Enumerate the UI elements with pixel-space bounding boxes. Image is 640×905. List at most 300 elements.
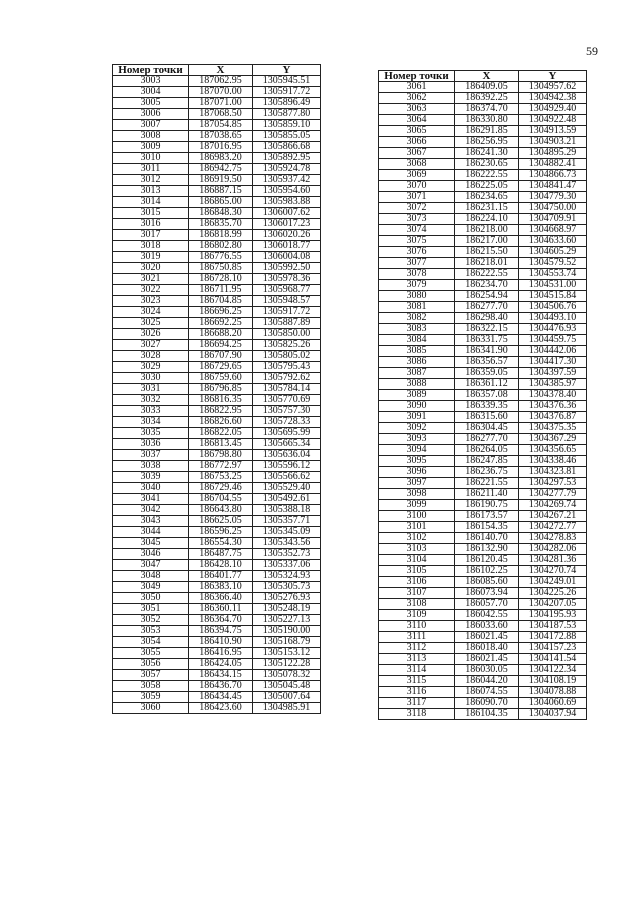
y-coordinate-cell: 1304779.30 (519, 192, 587, 203)
table-row (113, 351, 321, 362)
point-number-cell: 3090 (379, 401, 455, 412)
table-row (379, 346, 587, 357)
point-number-cell: 3102 (379, 533, 455, 544)
y-coordinate-cell: 1304277.79 (519, 489, 587, 500)
point-number-cell: 3083 (379, 324, 455, 335)
y-coordinate-cell: 1305887.89 (253, 318, 321, 329)
x-coordinate-cell: 186085.60 (455, 577, 519, 588)
table-row (379, 236, 587, 247)
point-number-cell: 3021 (113, 274, 189, 285)
point-number-cell: 3095 (379, 456, 455, 467)
table-row (113, 571, 321, 582)
point-number-cell: 3038 (113, 461, 189, 472)
x-coordinate-cell: 186394.75 (189, 626, 253, 637)
x-coordinate-cell: 187054.85 (189, 120, 253, 131)
table-row (113, 703, 321, 714)
point-number-cell: 3041 (113, 494, 189, 505)
point-number-cell: 3071 (379, 192, 455, 203)
table-body-right (379, 82, 587, 720)
point-number-cell: 3070 (379, 181, 455, 192)
y-coordinate-cell: 1304957.62 (519, 82, 587, 93)
point-number-cell: 3100 (379, 511, 455, 522)
table-row (379, 368, 587, 379)
x-coordinate-cell: 186330.80 (455, 115, 519, 126)
table-row (113, 153, 321, 164)
y-coordinate-cell: 1304929.40 (519, 104, 587, 115)
table-row (379, 676, 587, 687)
point-number-cell: 3091 (379, 412, 455, 423)
x-coordinate-cell: 186711.95 (189, 285, 253, 296)
table-row (113, 593, 321, 604)
y-coordinate-cell: 1304195.93 (519, 610, 587, 621)
y-coordinate-cell: 1305695.99 (253, 428, 321, 439)
y-coordinate-cell: 1305859.10 (253, 120, 321, 131)
x-coordinate-cell: 186256.95 (455, 137, 519, 148)
x-coordinate-cell: 186331.75 (455, 335, 519, 346)
table-row (113, 362, 321, 373)
point-number-cell: 3097 (379, 478, 455, 489)
table-row (379, 423, 587, 434)
y-coordinate-cell: 1304579.52 (519, 258, 587, 269)
y-coordinate-cell: 1304709.91 (519, 214, 587, 225)
x-coordinate-cell: 186865.00 (189, 197, 253, 208)
y-coordinate-cell: 1304442.06 (519, 346, 587, 357)
y-coordinate-cell: 1304866.73 (519, 170, 587, 181)
point-number-cell: 3067 (379, 148, 455, 159)
table-row (379, 566, 587, 577)
point-number-cell: 3008 (113, 131, 189, 142)
table-row (113, 516, 321, 527)
x-coordinate-cell: 186277.70 (455, 302, 519, 313)
x-coordinate-cell: 186190.75 (455, 500, 519, 511)
table-row (379, 522, 587, 533)
x-coordinate-cell: 186436.70 (189, 681, 253, 692)
point-number-cell: 3089 (379, 390, 455, 401)
y-coordinate-cell: 1305190.00 (253, 626, 321, 637)
y-coordinate-cell: 1305945.51 (253, 76, 321, 87)
point-number-cell: 3116 (379, 687, 455, 698)
table-row (113, 450, 321, 461)
y-coordinate-cell: 1305357.71 (253, 516, 321, 527)
y-coordinate-cell: 1304323.81 (519, 467, 587, 478)
x-coordinate-cell: 186696.25 (189, 307, 253, 318)
x-coordinate-cell: 186224.10 (455, 214, 519, 225)
x-coordinate-cell: 186798.80 (189, 450, 253, 461)
x-coordinate-cell: 186030.05 (455, 665, 519, 676)
table-row (379, 214, 587, 225)
table-row (113, 142, 321, 153)
y-coordinate-cell: 1305665.34 (253, 439, 321, 450)
x-coordinate-cell: 186409.05 (455, 82, 519, 93)
x-coordinate-cell: 186692.25 (189, 318, 253, 329)
x-coordinate-cell: 186341.90 (455, 346, 519, 357)
x-coordinate-cell: 186359.05 (455, 368, 519, 379)
table-row (379, 709, 587, 720)
point-number-cell: 3053 (113, 626, 189, 637)
point-number-cell: 3039 (113, 472, 189, 483)
x-coordinate-cell: 186222.55 (455, 170, 519, 181)
table-row (113, 692, 321, 703)
table-row (379, 137, 587, 148)
point-number-cell: 3006 (113, 109, 189, 120)
table-row (379, 643, 587, 654)
point-number-cell: 3051 (113, 604, 189, 615)
x-coordinate-cell: 186729.65 (189, 362, 253, 373)
y-coordinate-cell: 1304108.19 (519, 676, 587, 687)
table-row (113, 472, 321, 483)
point-number-cell: 3096 (379, 467, 455, 478)
y-coordinate-cell: 1304397.59 (519, 368, 587, 379)
y-coordinate-cell: 1305917.72 (253, 307, 321, 318)
y-coordinate-cell: 1305896.49 (253, 98, 321, 109)
x-coordinate-cell: 186704.85 (189, 296, 253, 307)
y-coordinate-cell: 1304270.74 (519, 566, 587, 577)
table-row (113, 417, 321, 428)
y-coordinate-cell: 1304515.84 (519, 291, 587, 302)
y-coordinate-cell: 1304281.36 (519, 555, 587, 566)
y-coordinate-cell: 1304841.47 (519, 181, 587, 192)
point-number-cell: 3068 (379, 159, 455, 170)
x-coordinate-cell: 186033.60 (455, 621, 519, 632)
point-number-cell: 3012 (113, 175, 189, 186)
table-row (379, 665, 587, 676)
table-row (113, 659, 321, 670)
x-coordinate-cell: 186887.15 (189, 186, 253, 197)
y-coordinate-cell: 1304037.94 (519, 709, 587, 720)
table-row (113, 219, 321, 230)
point-number-cell: 3104 (379, 555, 455, 566)
y-coordinate-cell: 1304225.26 (519, 588, 587, 599)
table-row (379, 610, 587, 621)
table-row (379, 247, 587, 258)
y-coordinate-cell: 1304282.06 (519, 544, 587, 555)
y-coordinate-cell: 1304417.30 (519, 357, 587, 368)
point-number-cell: 3099 (379, 500, 455, 511)
table-row (113, 626, 321, 637)
table-row (113, 483, 321, 494)
table-row (113, 681, 321, 692)
table-row (379, 280, 587, 291)
y-coordinate-cell: 1304605.29 (519, 247, 587, 258)
x-coordinate-cell: 186231.15 (455, 203, 519, 214)
table-row (113, 384, 321, 395)
table-row (113, 274, 321, 285)
point-number-cell: 3044 (113, 527, 189, 538)
table-row (113, 615, 321, 626)
x-coordinate-cell: 186643.80 (189, 505, 253, 516)
point-number-cell: 3013 (113, 186, 189, 197)
y-coordinate-cell: 1305877.80 (253, 109, 321, 120)
table-row (113, 670, 321, 681)
x-coordinate-cell: 186942.75 (189, 164, 253, 175)
y-coordinate-cell: 1304157.23 (519, 643, 587, 654)
x-coordinate-cell: 186728.10 (189, 274, 253, 285)
point-number-cell: 3042 (113, 505, 189, 516)
table-row (379, 500, 587, 511)
x-coordinate-cell: 186772.97 (189, 461, 253, 472)
y-coordinate-cell: 1306004.08 (253, 252, 321, 263)
y-coordinate-cell: 1305937.42 (253, 175, 321, 186)
point-number-cell: 3033 (113, 406, 189, 417)
point-number-cell: 3113 (379, 654, 455, 665)
y-coordinate-cell: 1304882.41 (519, 159, 587, 170)
y-coordinate-cell: 1305324.93 (253, 571, 321, 582)
point-number-cell: 3118 (379, 709, 455, 720)
y-coordinate-cell: 1304187.53 (519, 621, 587, 632)
y-coordinate-cell: 1304493.10 (519, 313, 587, 324)
y-coordinate-cell: 1304903.21 (519, 137, 587, 148)
table-row (113, 648, 321, 659)
y-coordinate-cell: 1305917.72 (253, 87, 321, 98)
table-row (379, 302, 587, 313)
table-row (379, 225, 587, 236)
point-number-cell: 3069 (379, 170, 455, 181)
x-coordinate-cell: 186304.45 (455, 423, 519, 434)
point-number-cell: 3043 (113, 516, 189, 527)
x-coordinate-cell: 186826.60 (189, 417, 253, 428)
y-coordinate-cell: 1304141.54 (519, 654, 587, 665)
table-row (379, 599, 587, 610)
x-coordinate-cell: 186073.94 (455, 588, 519, 599)
x-coordinate-cell: 186423.60 (189, 703, 253, 714)
x-coordinate-cell: 186374.70 (455, 104, 519, 115)
y-coordinate-cell: 1305636.04 (253, 450, 321, 461)
y-coordinate-cell: 1304272.77 (519, 522, 587, 533)
table-header-row (113, 65, 321, 76)
x-coordinate-cell: 186383.10 (189, 582, 253, 593)
point-number-cell: 3025 (113, 318, 189, 329)
y-coordinate-cell: 1304356.65 (519, 445, 587, 456)
point-number-cell: 3114 (379, 665, 455, 676)
table-row (379, 192, 587, 203)
x-coordinate-cell: 186234.70 (455, 280, 519, 291)
y-coordinate-cell: 1305924.78 (253, 164, 321, 175)
x-coordinate-cell: 186694.25 (189, 340, 253, 351)
table-row (113, 131, 321, 142)
x-coordinate-cell: 186120.45 (455, 555, 519, 566)
x-coordinate-cell: 187016.95 (189, 142, 253, 153)
y-coordinate-cell: 1304078.88 (519, 687, 587, 698)
table-row (113, 318, 321, 329)
table-row (379, 104, 587, 115)
point-number-cell: 3057 (113, 670, 189, 681)
x-coordinate-cell: 186074.55 (455, 687, 519, 698)
x-coordinate-cell: 186416.95 (189, 648, 253, 659)
table-row (113, 120, 321, 131)
x-coordinate-cell: 186211.40 (455, 489, 519, 500)
y-coordinate-cell: 1306020.26 (253, 230, 321, 241)
table-row (379, 390, 587, 401)
point-number-cell: 3076 (379, 247, 455, 258)
y-coordinate-cell: 1305805.02 (253, 351, 321, 362)
point-number-cell: 3106 (379, 577, 455, 588)
table-row (379, 533, 587, 544)
table-row (379, 434, 587, 445)
x-coordinate-cell: 186090.70 (455, 698, 519, 709)
point-number-cell: 3115 (379, 676, 455, 687)
point-number-cell: 3023 (113, 296, 189, 307)
x-coordinate-cell: 186983.20 (189, 153, 253, 164)
y-coordinate-cell: 1304338.46 (519, 456, 587, 467)
point-number-cell: 3062 (379, 93, 455, 104)
y-coordinate-cell: 1305757.30 (253, 406, 321, 417)
point-number-cell: 3065 (379, 126, 455, 137)
y-coordinate-cell: 1304122.34 (519, 665, 587, 676)
x-coordinate-cell: 186434.15 (189, 670, 253, 681)
x-coordinate-cell: 187068.50 (189, 109, 253, 120)
y-coordinate-cell: 1305343.56 (253, 538, 321, 549)
y-coordinate-cell: 1305892.95 (253, 153, 321, 164)
x-coordinate-cell: 186173.57 (455, 511, 519, 522)
point-number-cell: 3077 (379, 258, 455, 269)
header-point-number: Номер точки (379, 71, 455, 82)
x-coordinate-cell: 186322.15 (455, 324, 519, 335)
point-number-cell: 3020 (113, 263, 189, 274)
point-number-cell: 3078 (379, 269, 455, 280)
table-row (113, 164, 321, 175)
x-coordinate-cell: 186221.55 (455, 478, 519, 489)
table-row (113, 285, 321, 296)
y-coordinate-cell: 1305596.12 (253, 461, 321, 472)
table-row (113, 230, 321, 241)
x-coordinate-cell: 186392.25 (455, 93, 519, 104)
point-number-cell: 3026 (113, 329, 189, 340)
y-coordinate-cell: 1304633.60 (519, 236, 587, 247)
point-number-cell: 3084 (379, 335, 455, 346)
x-coordinate-cell: 186218.00 (455, 225, 519, 236)
y-coordinate-cell: 1304476.93 (519, 324, 587, 335)
point-number-cell: 3074 (379, 225, 455, 236)
table-row (113, 252, 321, 263)
table-row (379, 588, 587, 599)
y-coordinate-cell: 1305948.57 (253, 296, 321, 307)
x-coordinate-cell: 186042.55 (455, 610, 519, 621)
y-coordinate-cell: 1305770.69 (253, 395, 321, 406)
x-coordinate-cell: 186822.05 (189, 428, 253, 439)
point-number-cell: 3079 (379, 280, 455, 291)
table-row (379, 401, 587, 412)
y-coordinate-cell: 1304668.97 (519, 225, 587, 236)
y-coordinate-cell: 1305248.19 (253, 604, 321, 615)
coordinates-table-left (112, 64, 321, 714)
table-row (379, 335, 587, 346)
point-number-cell: 3017 (113, 230, 189, 241)
point-number-cell: 3018 (113, 241, 189, 252)
x-coordinate-cell: 186215.50 (455, 247, 519, 258)
y-coordinate-cell: 1304297.53 (519, 478, 587, 489)
table-row (379, 93, 587, 104)
y-coordinate-cell: 1305388.18 (253, 505, 321, 516)
point-number-cell: 3003 (113, 76, 189, 87)
table-row (379, 126, 587, 137)
x-coordinate-cell: 186364.70 (189, 615, 253, 626)
point-number-cell: 3014 (113, 197, 189, 208)
x-coordinate-cell: 186104.35 (455, 709, 519, 720)
x-coordinate-cell: 186132.90 (455, 544, 519, 555)
y-coordinate-cell: 1305866.68 (253, 142, 321, 153)
x-coordinate-cell: 186822.95 (189, 406, 253, 417)
point-number-cell: 3007 (113, 120, 189, 131)
header-y: Y (519, 71, 587, 82)
point-number-cell: 3111 (379, 632, 455, 643)
x-coordinate-cell: 186264.05 (455, 445, 519, 456)
point-number-cell: 3010 (113, 153, 189, 164)
y-coordinate-cell: 1305352.73 (253, 549, 321, 560)
table-row (113, 340, 321, 351)
point-number-cell: 3050 (113, 593, 189, 604)
y-coordinate-cell: 1304376.87 (519, 412, 587, 423)
table-row (113, 307, 321, 318)
point-number-cell: 3107 (379, 588, 455, 599)
y-coordinate-cell: 1305045.48 (253, 681, 321, 692)
y-coordinate-cell: 1305337.06 (253, 560, 321, 571)
table-header-row (379, 71, 587, 82)
y-coordinate-cell: 1304385.97 (519, 379, 587, 390)
point-number-cell: 3087 (379, 368, 455, 379)
table-row (379, 313, 587, 324)
page-number: 59 (586, 44, 598, 58)
x-coordinate-cell: 186225.05 (455, 181, 519, 192)
y-coordinate-cell: 1306018.77 (253, 241, 321, 252)
x-coordinate-cell: 186222.55 (455, 269, 519, 280)
point-number-cell: 3005 (113, 98, 189, 109)
y-coordinate-cell: 1304553.74 (519, 269, 587, 280)
x-coordinate-cell: 186241.30 (455, 148, 519, 159)
x-coordinate-cell: 186554.30 (189, 538, 253, 549)
x-coordinate-cell: 187038.65 (189, 131, 253, 142)
x-coordinate-cell: 186688.20 (189, 329, 253, 340)
x-coordinate-cell: 186625.05 (189, 516, 253, 527)
y-coordinate-cell: 1304531.00 (519, 280, 587, 291)
point-number-cell: 3024 (113, 307, 189, 318)
x-coordinate-cell: 186234.65 (455, 192, 519, 203)
point-number-cell: 3030 (113, 373, 189, 384)
table-row (113, 461, 321, 472)
table-row (379, 181, 587, 192)
point-number-cell: 3063 (379, 104, 455, 115)
table-row (113, 197, 321, 208)
point-number-cell: 3098 (379, 489, 455, 500)
y-coordinate-cell: 1304367.29 (519, 434, 587, 445)
point-number-cell: 3075 (379, 236, 455, 247)
table-row (379, 159, 587, 170)
point-number-cell: 3004 (113, 87, 189, 98)
x-coordinate-cell: 186410.90 (189, 637, 253, 648)
point-number-cell: 3094 (379, 445, 455, 456)
table-row (113, 582, 321, 593)
x-coordinate-cell: 186360.11 (189, 604, 253, 615)
header-y: Y (253, 65, 321, 76)
point-number-cell: 3029 (113, 362, 189, 373)
table-row (379, 577, 587, 588)
point-number-cell: 3036 (113, 439, 189, 450)
table-row (113, 505, 321, 516)
point-number-cell: 3066 (379, 137, 455, 148)
table-row (379, 478, 587, 489)
x-coordinate-cell: 186356.57 (455, 357, 519, 368)
table-row (113, 637, 321, 648)
x-coordinate-cell: 186254.94 (455, 291, 519, 302)
point-number-cell: 3073 (379, 214, 455, 225)
point-number-cell: 3047 (113, 560, 189, 571)
y-coordinate-cell: 1306017.23 (253, 219, 321, 230)
y-coordinate-cell: 1305305.73 (253, 582, 321, 593)
x-coordinate-cell: 186021.45 (455, 632, 519, 643)
x-coordinate-cell: 186596.25 (189, 527, 253, 538)
point-number-cell: 3037 (113, 450, 189, 461)
x-coordinate-cell: 186818.99 (189, 230, 253, 241)
y-coordinate-cell: 1304249.01 (519, 577, 587, 588)
